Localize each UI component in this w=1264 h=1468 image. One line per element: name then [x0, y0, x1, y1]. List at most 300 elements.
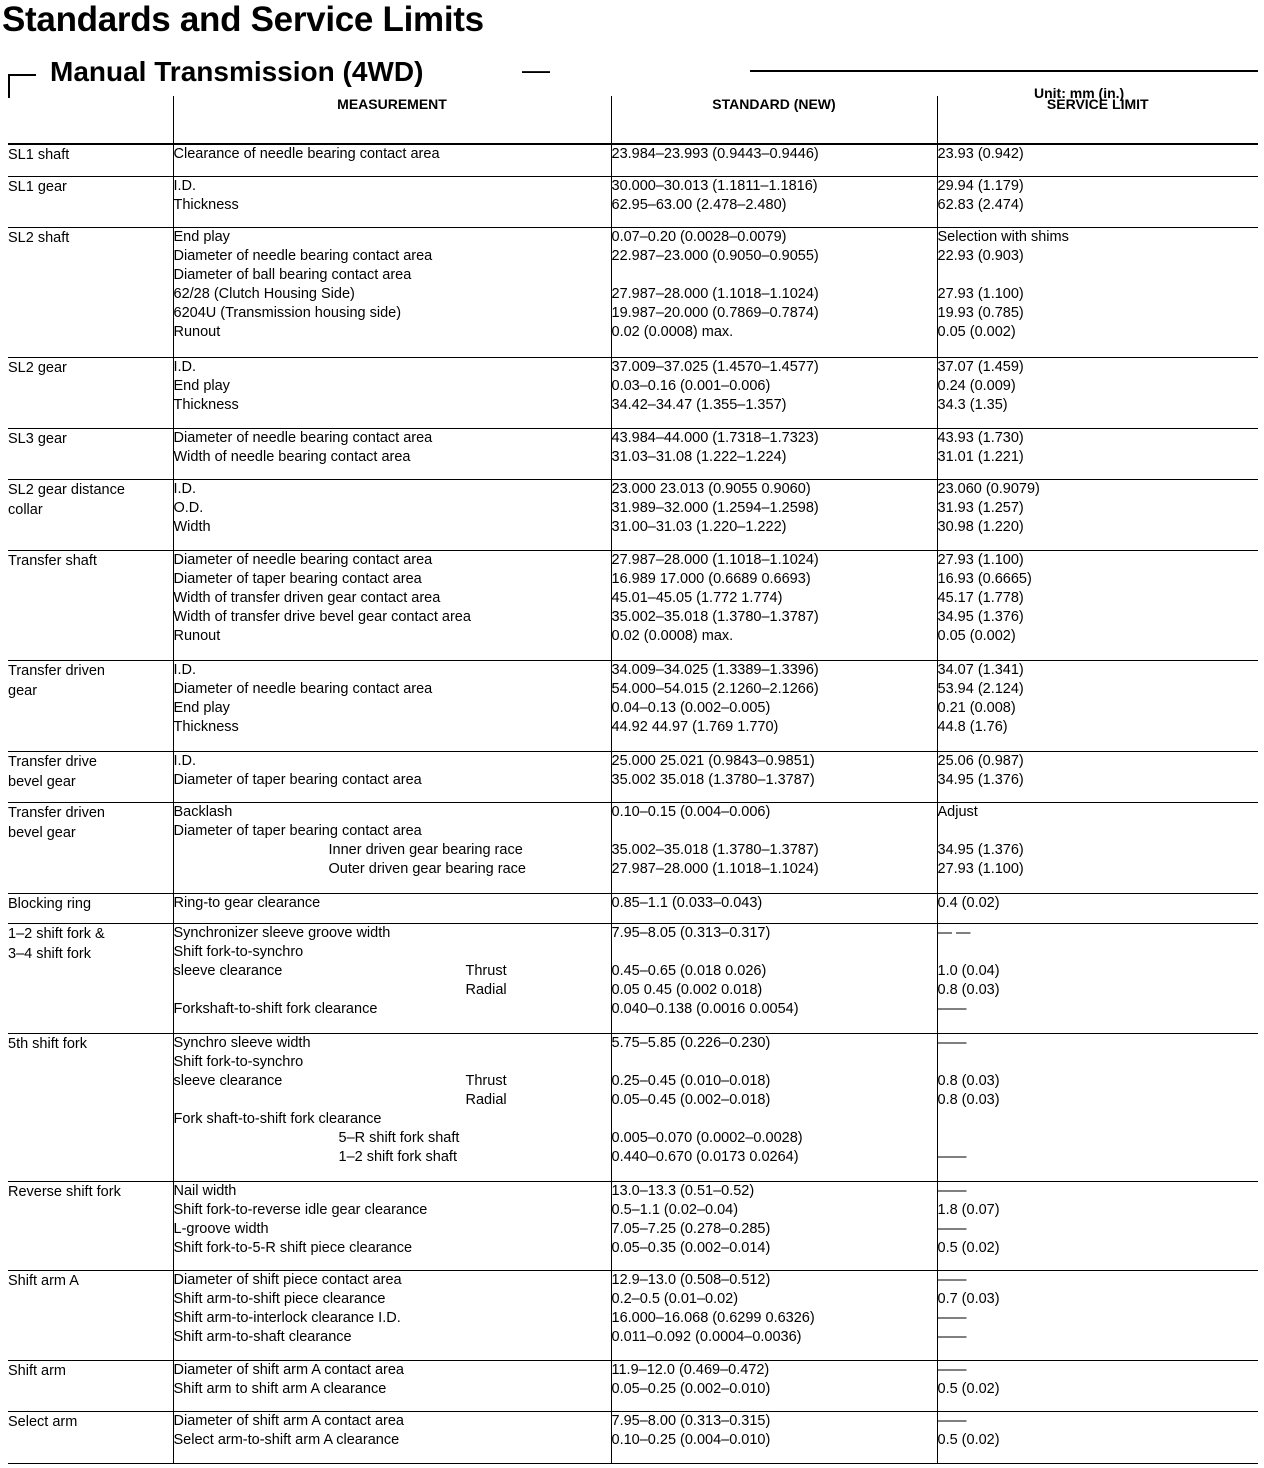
service-limit-value: 22.93 (0.903) [937, 247, 1024, 264]
measurement-text [174, 1309, 611, 1328]
measurement-text [174, 518, 611, 537]
standard-value: 35.002–35.018 (1.3780–1.3787) [611, 608, 819, 625]
measurement-text [174, 1034, 611, 1053]
measurement-label: Diameter of needle bearing contact area [173, 429, 433, 446]
header-standard: STANDARD (NEW) [611, 96, 937, 144]
table-row [8, 550, 1258, 660]
clearance-direction-label: Thrust [465, 962, 507, 979]
component-label: SL3 gear [8, 430, 67, 447]
measurement-label: Runout [173, 627, 221, 644]
standard-cell [611, 660, 937, 751]
measurement-label: I.D. [173, 480, 197, 497]
table-row [8, 893, 1258, 923]
clearance-direction-label: Radial [465, 981, 507, 998]
measurement-label: Thickness [173, 396, 239, 413]
measurement-label: Width [173, 518, 211, 535]
service-limit-value: 37.07 (1.459) [937, 358, 1024, 375]
header-component [8, 96, 173, 144]
standard-value: 0.05–0.45 (0.002–0.018) [611, 1091, 771, 1108]
component-label: SL1 gear [8, 178, 67, 195]
measurement-label: sleeve clearance [173, 1072, 283, 1089]
service-limit-value: 34.07 (1.341) [937, 661, 1024, 678]
standard-cell [611, 479, 937, 550]
header-rule [750, 70, 1258, 72]
standard-value: 31.989–32.000 (1.2594–1.2598) [611, 499, 819, 516]
service-limit-value: 27.93 (1.100) [937, 551, 1024, 568]
header-measurement: MEASUREMENT [173, 96, 611, 144]
standard-value: 12.9–13.0 (0.508–0.512) [611, 1271, 771, 1288]
standard-value: 0.02 (0.0008) max. [611, 323, 734, 340]
standard-value: 0.07–0.20 (0.0028–0.0079) [611, 228, 787, 245]
component-cell [8, 227, 173, 357]
measurement-text [174, 570, 611, 589]
standard-cell [611, 893, 937, 923]
service-limit-value [938, 266, 1259, 285]
table-row [8, 428, 1258, 479]
measurement-cell [173, 357, 611, 428]
measurement-label: Diameter of needle bearing contact area [173, 247, 433, 264]
component-label: bevel gear [8, 773, 76, 790]
table-row [8, 1181, 1258, 1270]
service-limit-cell [937, 1033, 1258, 1181]
standard-value: 34.42–34.47 (1.355–1.357) [611, 396, 787, 413]
measurement-cell [173, 550, 611, 660]
component-label: Blocking ring [8, 895, 92, 912]
measurement-text [174, 1380, 611, 1399]
component-label: Shift arm [8, 1362, 67, 1379]
standard-cell [611, 550, 937, 660]
service-limit-value: 34.3 (1.35) [937, 396, 1008, 413]
measurement-text [174, 860, 611, 879]
standard-value [612, 822, 937, 841]
service-limit-value: Selection with shims [937, 228, 1069, 245]
measurement-label: Diameter of needle bearing contact area [173, 551, 433, 568]
measurement-label: I.D. [173, 358, 197, 375]
table-row [8, 176, 1258, 227]
measurement-text [174, 1182, 611, 1201]
measurement-cell [173, 923, 611, 1033]
measurement-cell [173, 1360, 611, 1411]
measurement-text [174, 1412, 611, 1431]
standard-value [612, 1053, 937, 1072]
measurement-text [174, 1290, 611, 1309]
standard-value: 0.005–0.070 (0.0002–0.0028) [611, 1129, 803, 1146]
measurement-label: Select arm-to-shift arm A clearance [173, 1431, 400, 1448]
measurement-text [174, 627, 611, 646]
service-limit-cell [937, 802, 1258, 893]
measurement-text [174, 1201, 611, 1220]
measurement-label: Diameter of taper bearing contact area [173, 771, 422, 788]
standard-value: 54.000–54.015 (2.1260–2.1266) [611, 680, 819, 697]
measurement-label: 62/28 (Clutch Housing Side) [173, 285, 355, 302]
standard-cell [611, 751, 937, 802]
measurement-label: sleeve clearance [173, 962, 283, 979]
service-limit-value: Adjust [937, 803, 978, 820]
service-limit-value: —— [937, 1182, 967, 1199]
section-title: Manual Transmission (4WD) [50, 56, 424, 87]
component-label: Transfer shaft [8, 552, 97, 569]
standard-value: 0.05 0.45 (0.002 0.018) [611, 981, 763, 998]
standard-cell [611, 923, 937, 1033]
measurement-cell [173, 660, 611, 751]
measurement-text [174, 448, 611, 467]
measurement-text [174, 981, 611, 1000]
measurement-label: I.D. [173, 177, 197, 194]
component-cell [8, 479, 173, 550]
measurement-label: I.D. [173, 661, 197, 678]
measurement-text [174, 285, 611, 304]
service-limit-value: —— [937, 1328, 967, 1345]
standard-value: 16.000–16.068 (0.6299 0.6326) [611, 1309, 815, 1326]
measurement-label: Runout [173, 323, 221, 340]
standard-cell [611, 1360, 937, 1411]
measurement-text [174, 1220, 611, 1239]
service-limit-value: 27.93 (1.100) [937, 860, 1024, 877]
measurement-label: Shift fork-to-synchro [173, 943, 304, 960]
measurement-text [174, 429, 611, 448]
service-limit-value [938, 943, 1259, 962]
measurement-cell [173, 1181, 611, 1270]
service-limit-value [938, 1053, 1259, 1072]
standard-value: 0.05–0.35 (0.002–0.014) [611, 1239, 771, 1256]
service-limit-cell [937, 357, 1258, 428]
service-limit-cell [937, 176, 1258, 227]
table-row [8, 751, 1258, 802]
measurement-label: End play [173, 377, 230, 394]
component-cell [8, 1181, 173, 1270]
standard-cell [611, 1411, 937, 1463]
standard-value [612, 266, 937, 285]
component-label: Transfer drive [8, 753, 97, 770]
table-row [8, 227, 1258, 357]
service-limit-value: 0.24 (0.009) [937, 377, 1016, 394]
measurement-label: L-groove width [173, 1220, 269, 1237]
standard-cell [611, 357, 937, 428]
standard-value: 30.000–30.013 (1.1811–1.1816) [611, 177, 818, 194]
measurement-text [174, 680, 611, 699]
measurement-text [174, 1072, 611, 1091]
measurement-label: Shift fork-to-synchro [173, 1053, 304, 1070]
service-limit-value: 0.05 (0.002) [937, 323, 1016, 340]
measurement-cell [173, 1270, 611, 1360]
service-limit-value [938, 1129, 1259, 1148]
measurement-text [174, 323, 611, 342]
service-limit-value: —— [937, 1412, 967, 1429]
measurement-text [174, 1129, 611, 1148]
measurement-label: Thickness [173, 196, 239, 213]
table-header-row [8, 96, 1258, 144]
section-bracket-horizontal [8, 74, 36, 76]
component-cell [8, 144, 173, 176]
measurement-label: End play [173, 699, 230, 716]
service-limit-value: 0.8 (0.03) [937, 1072, 1000, 1089]
standard-value: 27.987–28.000 (1.1018–1.1024) [611, 860, 819, 877]
measurement-text [174, 266, 611, 285]
standard-value: 37.009–37.025 (1.4570–1.4577) [611, 358, 819, 375]
measurement-text [174, 1431, 611, 1450]
standard-value: 0.040–0.138 (0.0016 0.0054) [611, 1000, 799, 1017]
component-cell [8, 1411, 173, 1463]
service-limit-cell [937, 479, 1258, 550]
standard-value: 0.10–0.15 (0.004–0.006) [611, 803, 771, 820]
component-cell [8, 1033, 173, 1181]
measurement-text [174, 1271, 611, 1290]
component-label: Reverse shift fork [8, 1183, 121, 1200]
service-limit-cell [937, 550, 1258, 660]
standard-value: 7.05–7.25 (0.278–0.285) [611, 1220, 771, 1237]
service-limit-cell [937, 227, 1258, 357]
standard-value: 0.2–0.5 (0.01–0.02) [611, 1290, 739, 1307]
measurement-label: Ring-to gear clearance [173, 894, 321, 911]
measurement-text [174, 1361, 611, 1380]
standard-value: 31.00–31.03 (1.220–1.222) [611, 518, 787, 535]
component-cell [8, 802, 173, 893]
service-limit-value: —— [937, 1220, 967, 1237]
measurement-label: Diameter of taper bearing contact area [173, 822, 422, 839]
standard-cell [611, 144, 937, 176]
component-cell [8, 1270, 173, 1360]
standard-value: 16.989 17.000 (0.6689 0.6693) [611, 570, 811, 587]
standard-value [612, 1110, 937, 1129]
standard-cell [611, 1033, 937, 1181]
table-row [8, 660, 1258, 751]
service-limit-cell [937, 923, 1258, 1033]
measurement-text [174, 589, 611, 608]
measurement-label: Synchro sleeve width [173, 1034, 311, 1051]
measurement-text [174, 247, 611, 266]
measurement-cell [173, 802, 611, 893]
service-limit-cell [937, 660, 1258, 751]
service-limit-cell [937, 1360, 1258, 1411]
standard-value: 25.000 25.021 (0.9843–0.9851) [611, 752, 815, 769]
measurement-label: Diameter of ball bearing contact area [173, 266, 412, 283]
measurement-label: Shift fork-to-5-R shift piece clearance [173, 1239, 413, 1256]
standard-value: 0.10–0.25 (0.004–0.010) [611, 1431, 771, 1448]
measurement-text [174, 145, 611, 164]
measurement-label: Diameter of shift arm A contact area [173, 1361, 404, 1378]
table-row [8, 802, 1258, 893]
service-limit-cell [937, 1411, 1258, 1463]
service-limit-value: 16.93 (0.6665) [937, 570, 1032, 587]
measurement-text [174, 396, 611, 415]
measurement-label: Shift arm-to-shift piece clearance [173, 1290, 386, 1307]
service-limit-value: —— [937, 1000, 967, 1017]
measurement-label: Shift arm-to-interlock clearance I.D. [173, 1309, 401, 1326]
standard-value: 0.45–0.65 (0.018 0.026) [611, 962, 767, 979]
service-limit-value: 0.8 (0.03) [937, 981, 1000, 998]
measurement-cell [173, 1411, 611, 1463]
service-limit-value: — — [937, 924, 971, 941]
component-cell [8, 660, 173, 751]
standard-value: 7.95–8.05 (0.313–0.317) [611, 924, 771, 941]
service-limit-value: 0.21 (0.008) [937, 699, 1016, 716]
component-label: Shift arm A [8, 1272, 79, 1289]
measurement-text [174, 304, 611, 323]
measurement-cell [173, 479, 611, 550]
service-limit-value: 62.83 (2.474) [937, 196, 1024, 213]
measurement-label: Outer driven gear bearing race [328, 860, 526, 877]
measurement-label: Thickness [173, 718, 239, 735]
section-bracket-vertical [8, 74, 10, 98]
measurement-label: Clearance of needle bearing contact area [173, 146, 440, 162]
standard-cell [611, 428, 937, 479]
service-limit-value: 45.17 (1.778) [937, 589, 1024, 606]
measurement-text [174, 177, 611, 196]
measurement-text [174, 718, 611, 737]
service-limit-value: 27.93 (1.100) [937, 285, 1024, 302]
standard-cell [611, 1181, 937, 1270]
measurement-label: Diameter of shift arm A contact area [173, 1412, 404, 1429]
table-row [8, 1270, 1258, 1360]
standard-value: 0.011–0.092 (0.0004–0.0036) [611, 1328, 802, 1345]
measurement-text [174, 661, 611, 680]
service-limit-value: 43.93 (1.730) [937, 429, 1024, 446]
component-cell [8, 893, 173, 923]
measurement-cell [173, 176, 611, 227]
service-limit-cell [937, 1181, 1258, 1270]
measurement-text [174, 924, 611, 943]
measurement-text [174, 771, 611, 790]
measurement-text [174, 1328, 611, 1347]
standard-value: 0.02 (0.0008) max. [611, 627, 734, 644]
standard-value: 7.95–8.00 (0.313–0.315) [611, 1412, 771, 1429]
measurement-label: Diameter of taper bearing contact area [173, 570, 422, 587]
service-limit-value: 34.95 (1.376) [937, 841, 1024, 858]
service-limit-cell [937, 751, 1258, 802]
standard-value: 45.01–45.05 (1.772 1.774) [611, 589, 783, 606]
standard-value: 62.95–63.00 (2.478–2.480) [611, 196, 787, 213]
component-cell [8, 550, 173, 660]
service-limit-value: 23.060 (0.9079) [937, 480, 1040, 497]
measurement-label: Width of needle bearing contact area [173, 448, 411, 465]
table-row [8, 1411, 1258, 1463]
measurement-text [174, 1239, 611, 1258]
standard-value [612, 943, 937, 962]
measurement-label: Width of transfer drive bevel gear contact area [173, 608, 471, 625]
service-limit-value: 0.5 (0.02) [937, 1431, 1000, 1448]
service-limit-cell [937, 428, 1258, 479]
page-title: Standards and Service Limits [2, 0, 484, 39]
measurement-label: O.D. [173, 499, 204, 516]
component-label: 3–4 shift fork [8, 945, 92, 962]
measurement-text [174, 551, 611, 570]
service-limit-cell [937, 1270, 1258, 1360]
component-label: gear [8, 682, 38, 699]
component-label: bevel gear [8, 824, 76, 841]
measurement-text [174, 1000, 611, 1019]
standard-cell [611, 802, 937, 893]
measurement-text [174, 699, 611, 718]
measurement-label: Shift arm-to-shaft clearance [173, 1328, 352, 1345]
component-cell [8, 751, 173, 802]
measurement-label: Inner driven gear bearing race [328, 841, 523, 858]
measurement-text [174, 1148, 611, 1167]
measurement-text [174, 803, 611, 822]
standard-value: 23.000 23.013 (0.9055 0.9060) [611, 480, 811, 497]
standard-value: 31.03–31.08 (1.222–1.224) [611, 448, 787, 465]
standard-value: 0.25–0.45 (0.010–0.018) [611, 1072, 771, 1089]
measurement-text [174, 196, 611, 215]
measurement-cell [173, 751, 611, 802]
table-row [8, 144, 1258, 176]
standard-value: 27.987–28.000 (1.1018–1.1024) [611, 285, 819, 302]
standard-value: 5.75–5.85 (0.226–0.230) [611, 1034, 771, 1051]
table-row [8, 1360, 1258, 1411]
measurement-label: Width of transfer driven gear contact area [173, 589, 441, 606]
component-cell [8, 176, 173, 227]
standard-value: 34.009–34.025 (1.3389–1.3396) [611, 661, 819, 678]
service-limit-value: 44.8 (1.76) [937, 718, 1008, 735]
measurement-text [174, 943, 611, 962]
standard-value: 0.05–0.25 (0.002–0.010) [611, 1380, 771, 1397]
measurement-label: Shift arm to shift arm A clearance [173, 1380, 387, 1397]
measurement-label: Nail width [173, 1182, 237, 1199]
measurement-cell [173, 144, 611, 176]
component-label: SL2 gear [8, 359, 67, 376]
service-limit-value [938, 1110, 1259, 1129]
service-limit-value: 0.05 (0.002) [937, 627, 1016, 644]
standard-value: 19.987–20.000 (0.7869–0.7874) [611, 304, 819, 321]
component-label: 5th shift fork [8, 1035, 87, 1052]
clearance-direction-label: Radial [465, 1091, 507, 1108]
standard-value: 13.0–13.3 (0.51–0.52) [611, 1182, 755, 1199]
service-limit-value: 34.95 (1.376) [937, 608, 1024, 625]
standard-value: 43.984–44.000 (1.7318–1.7323) [611, 429, 819, 446]
measurement-text [174, 228, 611, 247]
component-label: Transfer driven [8, 804, 105, 821]
table-row [8, 923, 1258, 1033]
measurement-text [174, 608, 611, 627]
standard-value: 0.5–1.1 (0.02–0.04) [611, 1201, 739, 1218]
measurement-text [174, 1053, 611, 1072]
component-label: SL2 gear distance [8, 481, 125, 498]
measurement-text [174, 822, 611, 841]
standard-value: 0.440–0.670 (0.0173 0.0264) [611, 1148, 799, 1165]
measurement-text [174, 499, 611, 518]
service-limit-value: 34.95 (1.376) [937, 771, 1024, 788]
standard-value: 44.92 44.97 (1.769 1.770) [611, 718, 779, 735]
clearance-direction-label: Thrust [465, 1072, 507, 1089]
measurement-label: 1–2 shift fork shaft [338, 1148, 457, 1165]
section-title-dash: — [522, 54, 550, 85]
measurement-text [174, 1110, 611, 1129]
measurement-text [174, 358, 611, 377]
measurement-label: End play [173, 228, 230, 245]
measurement-label: Fork shaft-to-shift fork clearance [173, 1110, 382, 1127]
component-label: collar [8, 501, 43, 518]
standard-cell [611, 1270, 937, 1360]
standard-value: 35.002–35.018 (1.3780–1.3787) [611, 841, 819, 858]
measurement-text [174, 962, 611, 981]
service-limit-value: 23.93 (0.942) [937, 146, 1024, 162]
service-limit-value: —— [937, 1034, 967, 1051]
standard-cell [611, 176, 937, 227]
service-limit-value: 0.4 (0.02) [937, 894, 1000, 911]
header-service-limit: SERVICE LIMIT [937, 96, 1258, 144]
service-limit-value: 25.06 (0.987) [937, 752, 1024, 769]
standard-value: 22.987–23.000 (0.9050–0.9055) [611, 247, 819, 264]
service-limit-cell [937, 893, 1258, 923]
spec-table [8, 96, 1258, 1464]
measurement-label: Forkshaft-to-shift fork clearance [173, 1000, 378, 1017]
standard-value: 11.9–12.0 (0.469–0.472) [611, 1361, 770, 1378]
service-limit-value: 19.93 (0.785) [937, 304, 1024, 321]
measurement-text [174, 480, 611, 499]
service-limit-value: —— [937, 1148, 967, 1165]
measurement-cell [173, 428, 611, 479]
service-limit-value: 31.93 (1.257) [937, 499, 1024, 516]
measurement-cell [173, 227, 611, 357]
